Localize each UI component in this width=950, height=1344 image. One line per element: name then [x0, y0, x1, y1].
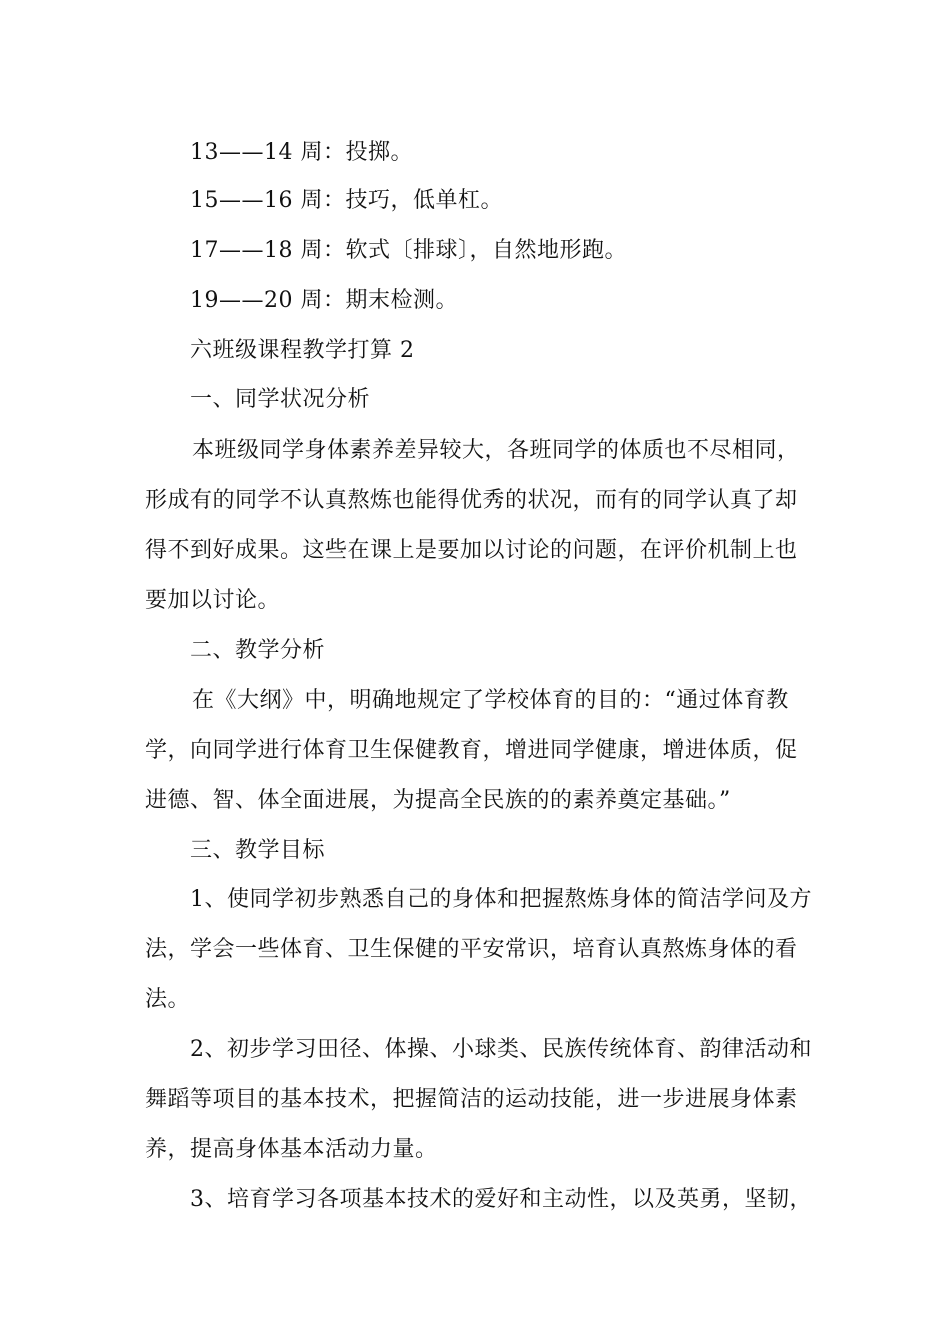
goal-item-1-line: 法，学会一些体育、卫生保健的平安常识，培育认真熬炼身体的看 [145, 937, 798, 962]
section1-paragraph-line: 形成有的同学不认真熬炼也能得优秀的状况，而有的同学认真了却 [145, 488, 798, 513]
section1-paragraph-line: 要加以讨论。 [145, 588, 281, 613]
goal-item-1-line: 1、使同学初步熟悉自己的身体和把握熬炼身体的简洁学问及方 [190, 887, 812, 912]
goal-item-3-line: 3、培育学习各项基本技术的爱好和主动性，以及英勇，坚韧， [190, 1187, 812, 1212]
schedule-line-weeks-19-20: 19——20 周：期末检测。 [190, 288, 458, 313]
schedule-line-weeks-17-18: 17——18 周：软式〔排球〕，自然地形跑。 [190, 238, 627, 263]
document-title: 六班级课程教学打算 2 [190, 338, 415, 363]
section1-heading: 一、同学状况分析 [190, 387, 371, 412]
section1-paragraph-line: 本班级同学身体素养差异较大，各班同学的体质也不尽相同， [192, 438, 800, 463]
schedule-line-weeks-13-14: 13——14 周：投掷。 [190, 140, 413, 165]
section2-paragraph-line: 进德、智、体全面进展，为提高全民族的的素养奠定基础。” [145, 788, 731, 813]
goal-item-2-line: 舞蹈等项目的基本技术，把握简洁的运动技能，进一步进展身体素 [145, 1087, 798, 1112]
section2-paragraph-line: 在《大纲》中，明确地规定了学校体育的目的：“通过体育教 [192, 688, 789, 713]
schedule-line-weeks-15-16: 15——16 周：技巧，低单杠。 [190, 188, 503, 213]
section2-paragraph-line: 学，向同学进行体育卫生保健教育，增进同学健康，增进体质，促 [145, 738, 798, 763]
section1-paragraph-line: 得不到好成果。这些在课上是要加以讨论的问题，在评价机制上也 [145, 538, 798, 563]
section2-heading: 二、教学分析 [190, 638, 326, 663]
section3-heading: 三、教学目标 [190, 838, 326, 863]
goal-item-2-line: 2、初步学习田径、体操、小球类、民族传统体育、韵律活动和 [190, 1037, 812, 1062]
goal-item-1-line: 法。 [145, 987, 191, 1012]
goal-item-2-line: 养，提高身体基本活动力量。 [145, 1137, 438, 1162]
